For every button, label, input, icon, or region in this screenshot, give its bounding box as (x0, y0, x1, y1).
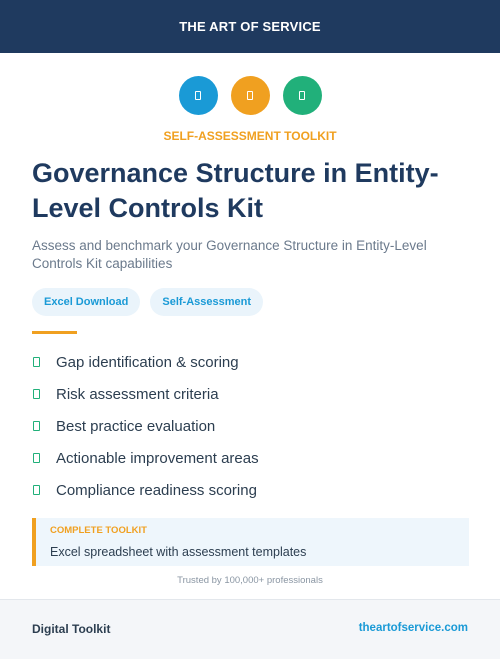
feature-item (32, 346, 259, 378)
document-icon (179, 76, 218, 115)
callout-label: COMPLETE TOOLKIT (50, 525, 147, 536)
feature-item (32, 442, 259, 474)
feature-label: Compliance readiness scoring (56, 481, 257, 499)
callout-text: Excel spreadsheet with assessment templates (50, 545, 307, 559)
tag-list (32, 288, 263, 316)
header-bar (0, 0, 500, 53)
brand-name: THE ART OF SERVICE (179, 19, 321, 34)
document-icon (283, 76, 322, 115)
tag-excel-download: Excel Download (32, 288, 140, 316)
feature-label: Risk assessment criteria (56, 385, 219, 403)
document-icon (231, 76, 270, 115)
accent-divider (32, 331, 77, 334)
footer-label: Digital Toolkit (32, 622, 111, 636)
feature-item (32, 378, 259, 410)
feature-list (32, 346, 259, 506)
check-icon (33, 389, 40, 399)
footer-website-link[interactable]: theartofservice.com (358, 622, 468, 634)
icon-row (0, 76, 500, 115)
page-subtitle: Assess and benchmark your Governance Structure in Entity-Level Controls Kit capabilities (32, 238, 427, 271)
eyebrow-label: SELF-ASSESSMENT TOOLKIT (163, 129, 337, 143)
feature-label: Best practice evaluation (56, 417, 216, 435)
feature-item (32, 410, 259, 442)
toolkit-callout (32, 518, 469, 566)
trust-line: Trusted by 100,000+ professionals (177, 575, 323, 586)
check-icon (33, 485, 40, 495)
feature-item (32, 474, 259, 506)
footer-bar (0, 599, 500, 659)
page-title: Governance Structure in Entity-Level Controls Kit (32, 158, 439, 223)
check-icon (33, 453, 40, 463)
tag-self-assessment: Self-Assessment (150, 288, 263, 316)
check-icon (33, 357, 40, 367)
feature-label: Gap identification & scoring (56, 353, 239, 371)
feature-label: Actionable improvement areas (56, 449, 259, 467)
check-icon (33, 421, 40, 431)
